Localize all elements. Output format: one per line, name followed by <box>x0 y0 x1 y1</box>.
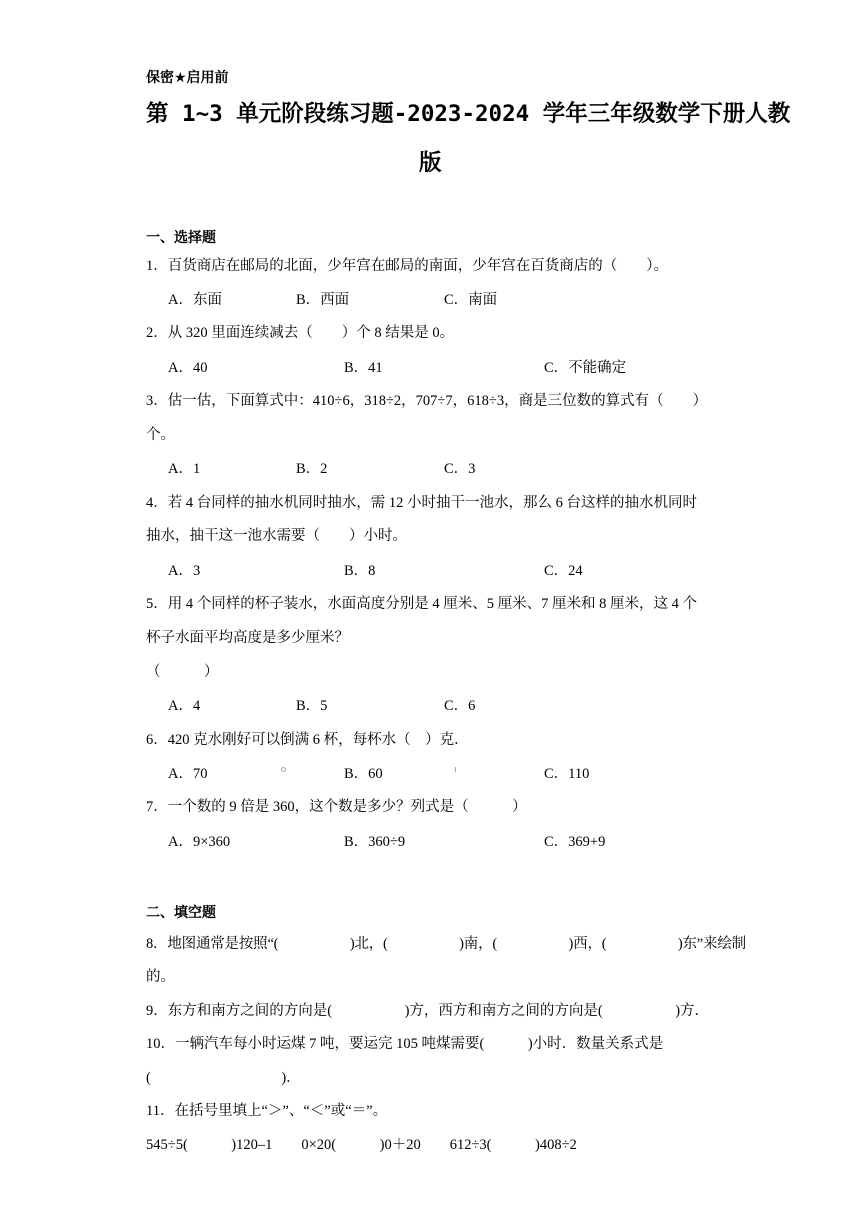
page-title-line2: 版 <box>419 150 442 176</box>
question-10-stem-line2: ( )． <box>146 1070 301 1086</box>
question-5-option-a: A．4 <box>168 698 201 714</box>
question-1-option-a: A．东面 <box>168 292 222 308</box>
question-7-stem: 7．一个数的 9 倍是 360，这个数是多少？列式是（ ） <box>146 799 527 815</box>
question-7-option-c: C．369+9 <box>544 834 606 850</box>
page-title-line1: 第 1~3 单元阶段练习题-2023-2024 学年三年级数学下册人教 <box>146 101 791 127</box>
question-10-stem-line1: 10．一辆汽车每小时运煤 7 吨，要运完 105 吨煤需要( )小时．数量关系式是 <box>146 1036 664 1052</box>
question-5-stem-line1: 5．用 4 个同样的杯子装水，水面高度分别是 4 厘米、5 厘米、7 厘米和 8 厘米，这 4 个 <box>146 596 697 612</box>
question-8-stem-line2: 的。 <box>146 969 175 985</box>
question-2-stem: 2．从 320 里面连续减去（ ）个 8 结果是 0。 <box>146 325 455 341</box>
question-5-stem-line2: 杯子水面平均高度是多少厘米？ <box>146 630 349 646</box>
question-3-option-a: A．1 <box>168 461 201 477</box>
question-3-option-c: C．3 <box>444 461 476 477</box>
question-4-stem-line1: 4．若 4 台同样的抽水机同时抽水，需 12 小时抽干一池水，那么 6 台这样的抽水机同时 <box>146 495 697 511</box>
question-6-option-c: C．110 <box>544 766 590 782</box>
question-5-option-c: C．6 <box>444 698 476 714</box>
question-6-option-a: A．70 <box>168 766 208 782</box>
question-3-stem-line1: 3．估一估，下面算式中：410÷6，318÷2，707÷7，618÷3，商是三位数的算式有（ ） <box>146 393 708 409</box>
question-11-stem: 11．在括号里填上“＞”、“＜”或“＝”。 <box>146 1103 388 1119</box>
scan-dot-mark <box>281 767 286 772</box>
question-4-option-a: A．3 <box>168 563 201 579</box>
question-2-option-b: B．41 <box>344 360 383 376</box>
question-4-option-b: B．8 <box>344 563 376 579</box>
question-6-stem: 6．420 克水刚好可以倒满 6 杯，每杯水（ ）克． <box>146 732 469 748</box>
question-3-option-b: B．2 <box>296 461 328 477</box>
question-8-stem-line1: 8．地图通常是按照“( )北，( )南，( )西，( )东”来绘制 <box>146 936 746 952</box>
question-11-comparisons: 545÷5( )120–1 0×20( )0＋20 612÷3( )408÷2 <box>146 1137 577 1153</box>
question-4-stem-line2: 抽水，抽干这一池水需要（ ）小时。 <box>146 528 407 544</box>
question-1-option-b: B．西面 <box>296 292 350 308</box>
question-1-stem: 1．百货商店在邮局的北面，少年宫在邮局的南面，少年宫在百货商店的（ ）。 <box>146 258 668 274</box>
question-1-option-c: C．南面 <box>444 292 498 308</box>
section-heading-choice: 一、选择题 <box>146 230 216 246</box>
question-7-option-b: B．360÷9 <box>344 834 406 850</box>
question-5-answer-blank: （ ） <box>146 664 219 680</box>
scan-tick-mark <box>455 767 456 772</box>
confidential-label: 保密★启用前 <box>146 70 229 86</box>
question-5-option-b: B．5 <box>296 698 328 714</box>
question-2-option-c: C．不能确定 <box>544 360 627 376</box>
question-3-stem-line2: 个。 <box>146 427 175 443</box>
question-2-option-a: A．40 <box>168 360 208 376</box>
question-7-option-a: A．9×360 <box>168 834 231 850</box>
question-4-option-c: C．24 <box>544 563 583 579</box>
section-heading-fill-blank: 二、填空题 <box>146 905 216 921</box>
question-9-stem: 9．东方和南方之间的方向是( )方，西方和南方之间的方向是( )方． <box>146 1003 710 1019</box>
question-6-option-b: B．60 <box>344 766 383 782</box>
